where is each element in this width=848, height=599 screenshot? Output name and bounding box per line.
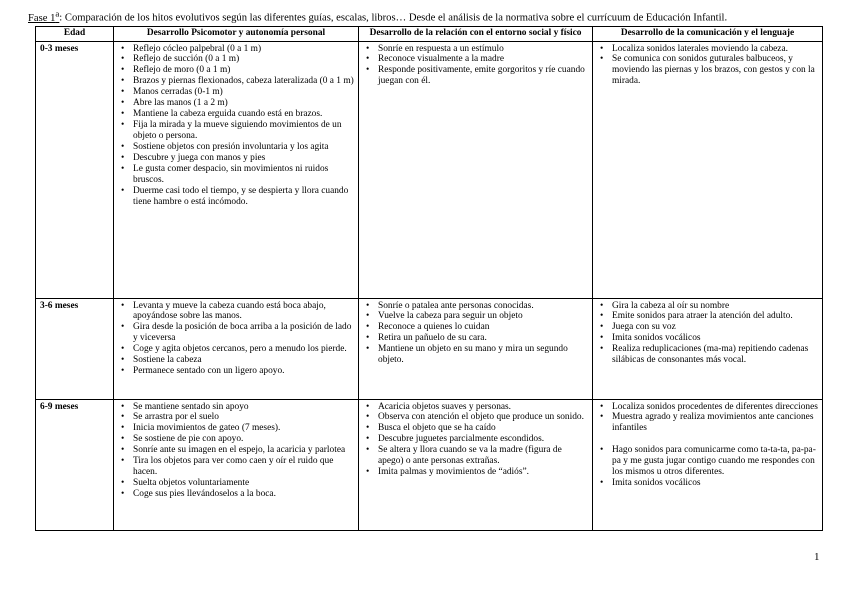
list-item: • Descubre juguetes parcialmente escondidos. <box>366 434 545 445</box>
list-item: • Sonríe en respuesta a un estímulo <box>366 43 504 54</box>
list-item: • Vuelve la cabeza para seguir un objeto <box>366 311 523 322</box>
list-item: • Tira los objetos para ver como caen y oír el ruido que hacen. <box>121 456 334 478</box>
list-item: • Fija la mirada y la mueve siguiendo movimientos de un objeto o persona. <box>121 120 342 142</box>
list-item: • Se altera y llora cuando se va la madre (figura de apego) o ante personas extrañas. <box>366 445 562 467</box>
list-item: • Se comunica con sonidos guturales balbuceos, y moviendo las piernas y los brazos, con gestos y con la mirada. <box>600 54 815 87</box>
list-item: • Localiza sonidos laterales moviendo la cabeza. <box>600 43 788 54</box>
age-cell: 3-6 meses <box>36 298 114 399</box>
list-item: • Descubre y juega con manos y pies <box>121 153 266 164</box>
list-item: • Busca el objeto que se ha caído <box>366 423 496 434</box>
list-item: • Inicia movimientos de gateo (7 meses). <box>121 423 281 434</box>
list-item: • Se arrastra por el suelo <box>121 412 219 423</box>
language-cell <box>593 41 823 298</box>
header-psychomotor: Desarrollo Psicomotor y autonomía personal <box>114 27 359 42</box>
milestone-list <box>117 402 354 501</box>
list-item: • Observa con atención el objeto que produce un sonido. <box>366 412 584 423</box>
list-item: • Juega con su voz <box>600 322 676 333</box>
list-item: • Permanece sentado con un ligero apoyo. <box>121 366 285 377</box>
list-item: • Imita palmas y movimientos de “adiós”. <box>366 467 530 478</box>
table-row <box>36 298 823 399</box>
header-social: Desarrollo de la relación con el entorno social y físico <box>359 27 593 42</box>
list-item: • Coge y agita objetos cercanos, pero a menudo los pierde. <box>121 344 347 355</box>
milestone-list <box>362 301 588 367</box>
social-cell <box>359 298 593 399</box>
list-item: • Sostiene objetos con presión involuntaria y los agita <box>121 142 329 153</box>
list-item: • Responde positivamente, emite gorgoritos y ríe cuando juegan con él. <box>366 65 585 87</box>
language-cell <box>593 399 823 530</box>
list-item: • Manos cerradas (0-1 m) <box>121 87 223 98</box>
age-cell: 0-3 meses <box>36 41 114 298</box>
table-caption <box>28 6 838 26</box>
list-item: • Hago sonidos para comunicarme como ta-ta-ta, pa-pa-pa y me gusta jugar contigo cuando me respondes con los mismos u otros diferentes. <box>600 445 816 478</box>
age-cell: 6-9 meses <box>36 399 114 530</box>
list-item: • Levanta y mueve la cabeza cuando está boca abajo, apoyándose sobre las manos. <box>121 300 326 322</box>
list-item: • Sonríe o patalea ante personas conocidas. <box>366 300 534 311</box>
list-item: • Se sostiene de pie con apoyo. <box>121 434 244 445</box>
list-item: • Muestra agrado y realiza movimientos ante canciones infantiles <box>600 412 814 434</box>
milestones-table <box>35 26 823 531</box>
list-item: • Duerme casi todo el tiempo, y se despierta y llora cuando tiene hambre o está incómodo. <box>121 185 349 207</box>
psychomotor-cell <box>114 298 359 399</box>
list-item: • Realiza reduplicaciones (ma-ma) repitiendo cadenas silábicas de consonantes más vocal. <box>600 344 809 366</box>
list-item: • Acaricia objetos suaves y personas. <box>366 401 512 412</box>
list-item: • Coge sus pies llevándoselos a la boca. <box>121 489 276 500</box>
milestone-list <box>362 44 588 88</box>
list-item: • Emite sonidos para atraer la atención del adulto. <box>600 311 793 322</box>
header-language: Desarrollo de la comunicación y el lenguaje <box>593 27 823 42</box>
page-number: 1 <box>814 551 820 563</box>
list-item: • Gira desde la posición de boca arriba a la posición de lado y viceversa <box>121 322 352 344</box>
list-item: • Imita sonidos vocálicos <box>600 478 701 489</box>
list-item: • Retira un pañuelo de su cara. <box>366 333 487 344</box>
list-item: • Gira la cabeza al oír su nombre <box>600 300 730 311</box>
list-item: • Le gusta comer despacio, sin movimientos ni ruidos bruscos. <box>121 163 329 185</box>
list-item: • Mantiene la cabeza erguida cuando está en brazos. <box>121 109 323 120</box>
milestone-list <box>596 402 818 490</box>
caption-text: : Comparación de los hitos evolutivos según las diferentes guías, escalas, libros… Desde el análisis de la normativa sobre el currícuum de Educación Infantil. <box>59 12 728 24</box>
list-item: • Se mantiene sentado sin apoyo <box>121 401 249 412</box>
milestone-list <box>362 402 588 479</box>
list-item: • Imita sonidos vocálicos <box>600 333 701 344</box>
caption-fase-text: Fase 1 <box>28 12 56 24</box>
social-cell <box>359 399 593 530</box>
language-cell <box>593 298 823 399</box>
list-item: • Abre las manos (1 a 2 m) <box>121 98 228 109</box>
social-cell <box>359 41 593 298</box>
table-row <box>36 399 823 530</box>
list-item: • Reflejo de succión (0 a 1 m) <box>121 54 240 65</box>
list-item: • Reflejo de moro (0 a 1 m) <box>121 65 231 76</box>
list-item: • Sonríe ante su imagen en el espejo, la acaricia y parlotea <box>121 445 346 456</box>
caption-fase-label <box>28 8 60 24</box>
list-item: • Reconoce visualmente a la madre <box>366 54 504 65</box>
list-item: • Mantiene un objeto en su mano y mira un segundo objeto. <box>366 344 568 366</box>
table-row <box>36 41 823 298</box>
list-item: • Reconoce a quienes lo cuidan <box>366 322 490 333</box>
table-header-row <box>36 27 823 42</box>
milestone-list <box>596 301 818 367</box>
list-item: • Brazos y piernas flexionados, cabeza lateralizada (0 a 1 m) <box>121 76 354 87</box>
list-item: • Sostiene la cabeza <box>121 355 202 366</box>
milestone-list <box>596 44 818 88</box>
psychomotor-cell <box>114 41 359 298</box>
psychomotor-cell <box>114 399 359 530</box>
list-item: • Localiza sonidos procedentes de diferentes direcciones <box>600 401 818 412</box>
milestone-list <box>117 301 354 378</box>
header-age: Edad <box>36 27 114 42</box>
list-item: • Reflejo cócleo palpebral (0 a 1 m) <box>121 43 262 54</box>
list-item: • Suelta objetos voluntariamente <box>121 478 250 489</box>
caption-superscript: a <box>55 8 60 18</box>
milestone-list <box>117 44 354 208</box>
